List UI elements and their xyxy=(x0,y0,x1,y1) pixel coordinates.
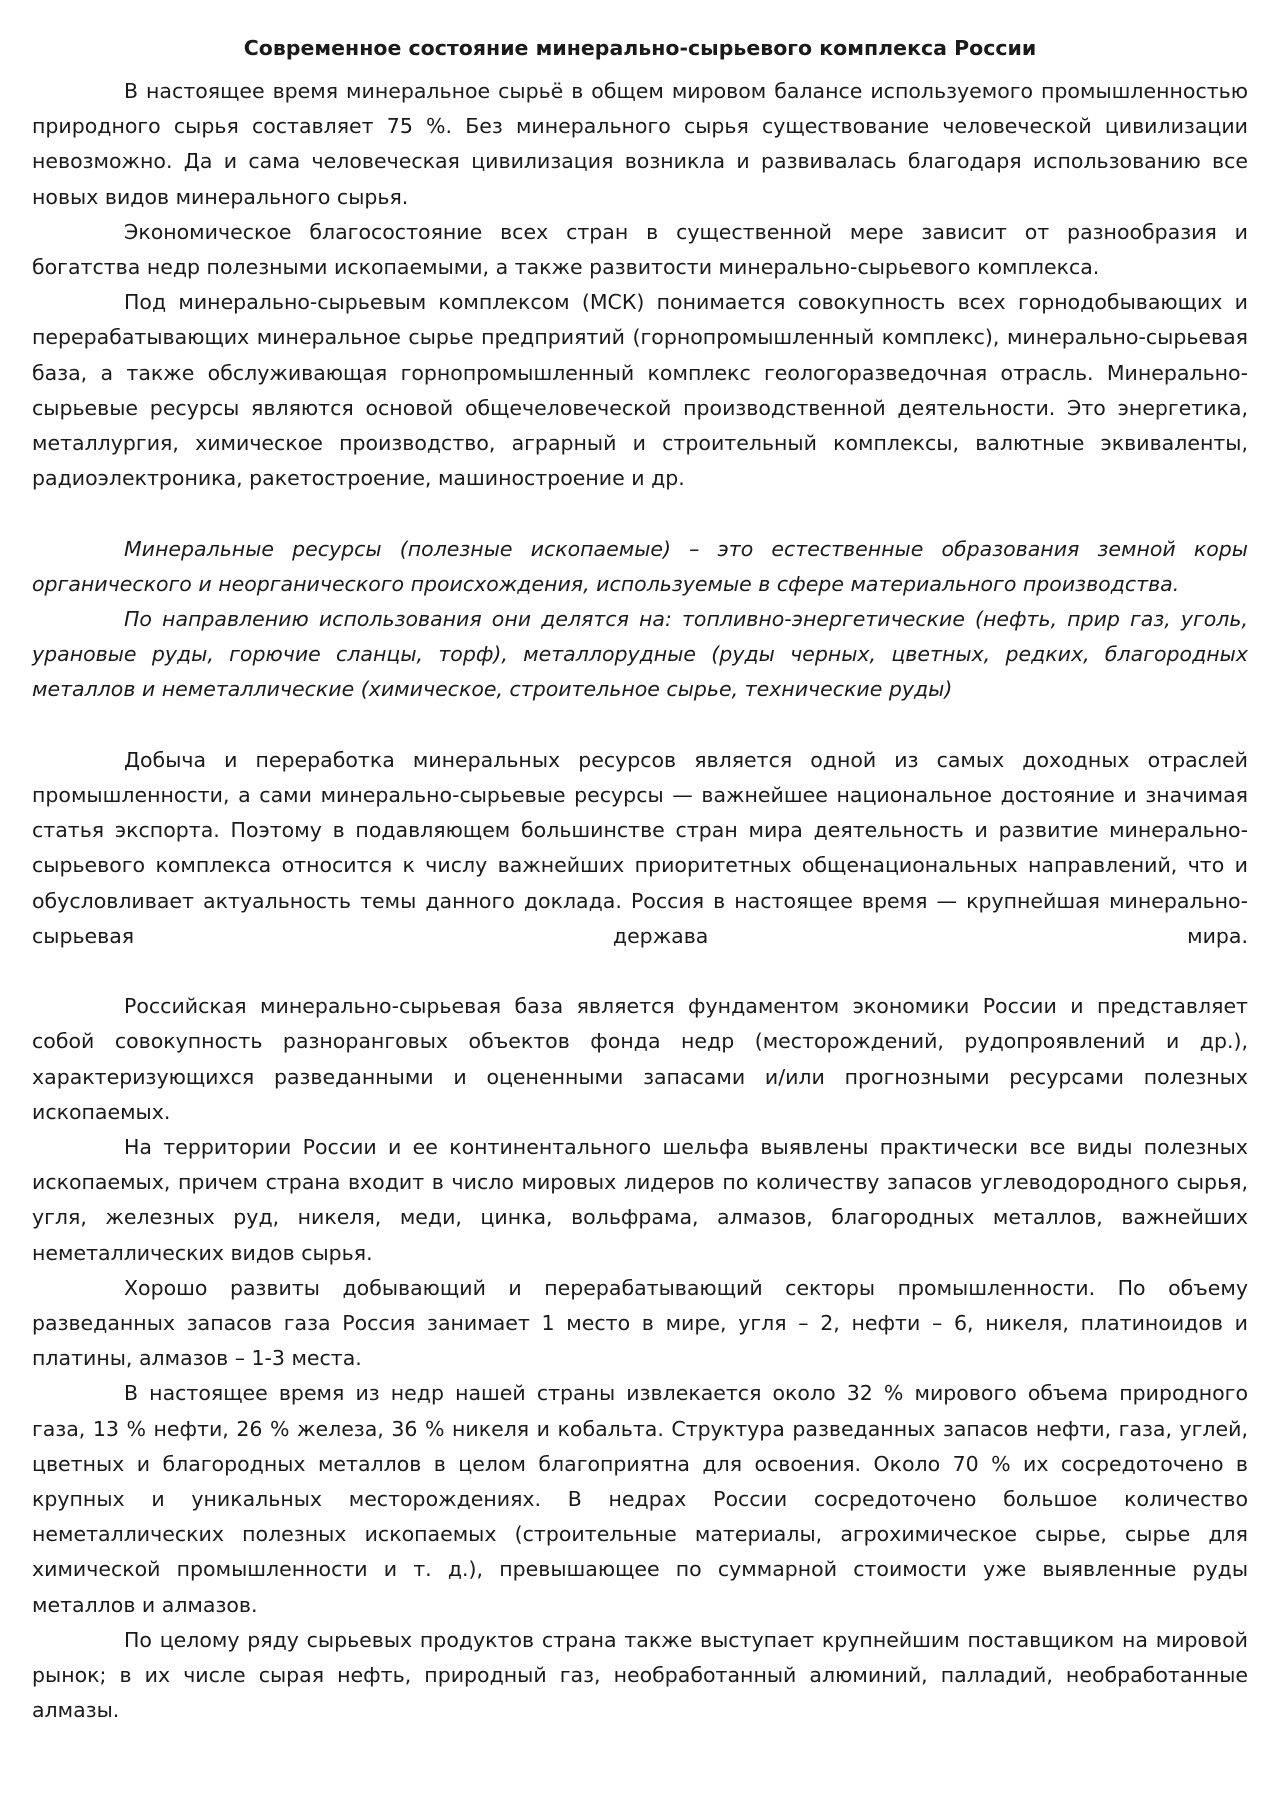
paragraph-extraction-share: В настоящее время из недр нашей страны извлекается около 32 % мирового объема природного газа, 13 % нефти, 26 % железа, 36 % никеля и кобальта. Структура разведанных запасов нефти, газа, углей, цветных и благородных металлов в целом благоприятна для освоения. Около 70 % их сосредоточено в крупных и уникальных месторождениях. В недрах России сосредоточено большое количество неметаллических полезных ископаемых (строительные материалы, агрохимическое сырье, сырье для химической промышленности и т. д.), превышающее по суммарной стоимости уже выявленные руды металлов и алмазов. xyxy=(32,1381,1248,1617)
paragraph-intro: В настоящее время минеральное сырьё в общем мировом балансе используемого промышленностью природного сырья составляет 75 %. Без минерального сырья существование человеческой цивилизации невозможно. Да и сама человеческая цивилизация возникла и развивалась благодаря использованию все новых видов минерального сырья. xyxy=(32,79,1248,209)
paragraph-economy: Экономическое благосостояние всех стран в существенной мере зависит от разнообразия и богатства недр полезными ископаемыми, а также развитости минерально-сырьевого комплекса. xyxy=(32,219,1248,280)
paragraph-msk-definition: Под минерально-сырьевым комплексом (МСК) понимается совокупность всех горнодобывающих и перерабатывающих минеральное сырье предприятий (горнопромышленный комплекс), минерально-сырьевая база, а также обслуживающая горнопромышленный комплекс геологоразведочная отрасль. Минерально-сырьевые ресурсы являются основой общечеловеческой производственной деятельности. Это энергетика, металлургия, химическое производство, аграрный и строительный комплексы, валютные эквиваленты, радиоэлектроника, ракетостроение, машиностроение и др. xyxy=(32,290,1248,491)
paragraph-mineral-resources-definition: Минеральные ресурсы (полезные ископаемые) – это естественные образования земной коры органического и неорганического происхождения, используемые в сфере материального производства. xyxy=(32,536,1248,596)
blank-line xyxy=(32,954,1248,989)
paragraph-classification: По направлению использования они делятся на: топливно-энергетические (нефть, прир газ, уголь, урановые руды, горючие сланцы, торф), металлорудные (руды черных, цветных, редких, благородных металлов и неметаллические (химическое, строительное сырье, технические руды) xyxy=(32,607,1248,702)
paragraph-russian-base: Российская минерально-сырьевая база является фундаментом экономики России и представляет собой совокупность разноранговых объектов фонда недр (месторождений, рудопроявлений и др.), характеризующихся разведанными и оцененными запасами и/или прогнозными ресурсами полезных ископаемых. xyxy=(32,994,1248,1124)
blank-line xyxy=(32,708,1248,743)
blank-line xyxy=(32,496,1248,531)
paragraph-sectors: Хорошо развиты добывающий и перерабатывающий секторы промышленности. По объему разведанных запасов газа Россия занимает 1 место в мире, угля – 2, нефти – 6, никеля, платиноидов и платины, алмазов – 1-3 места. xyxy=(32,1275,1248,1371)
document-page xyxy=(32,28,1248,1729)
document-title: Современное состояние минерально-сырьевого комплекса России xyxy=(243,36,1037,60)
paragraph-mining-importance: Добыча и переработка минеральных ресурсов является одной из самых доходных отраслей промышленности, а сами минерально-сырьевые ресурсы — важнейшее национальное достояние и значимая статья экспорта. Поэтому в подавляющем большинстве стран мира деятельность и развитие минерально-сырьевого комплекса относится к числу важнейших приоритетных общенациональных направлений, что и обусловливает актуальность темы данного доклада. Россия в настоящее время — крупнейшая минерально-сырьевая держава мира. xyxy=(32,747,1248,948)
paragraph-exports: По целому ряду сырьевых продуктов страна также выступает крупнейшим поставщиком на мировой рынок; в их числе сырая нефть, природный газ, необработанный алюминий, палладий, необработанные алмазы. xyxy=(32,1627,1248,1723)
paragraph-territory: На территории России и ее континентального шельфа выявлены практически все виды полезных ископаемых, причем страна входит в число мировых лидеров по количеству запасов углеводородного сырья, угля, железных руд, никеля, меди, цинка, вольфрама, алмазов, благородных металлов, важнейших неметаллических видов сырья. xyxy=(32,1135,1248,1265)
